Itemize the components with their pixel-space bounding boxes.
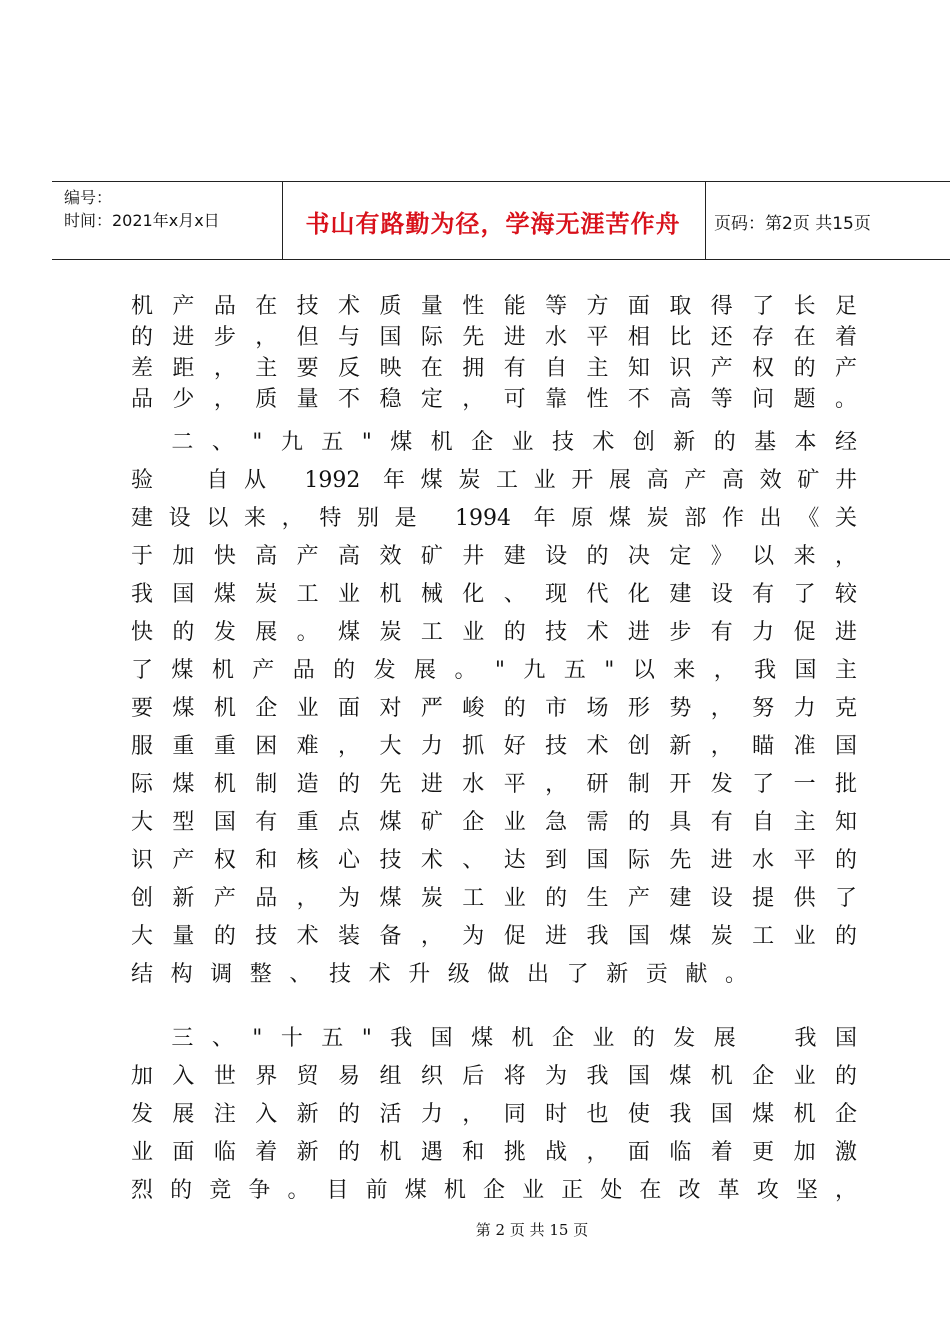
time-label: 时间：2021年x月x日 bbox=[64, 211, 220, 230]
text-line: 结构调整、技术升级做出了新贡献。 bbox=[131, 962, 765, 987]
text-line: 差距，主要反映在拥有自主知识产权的产 bbox=[131, 356, 857, 381]
text-line: 加入世界贸易组织后将为我国煤机企业的 bbox=[131, 1064, 857, 1089]
text-line: 际煤机制造的先进水平，研制开发了一批 bbox=[131, 772, 857, 797]
text-line: 三、"十五"我国煤机企业的发展 我国 bbox=[131, 1026, 857, 1051]
paragraph-2 bbox=[131, 424, 857, 994]
text-line: 大型国有重点煤矿企业急需的具有自主知 bbox=[131, 810, 857, 835]
page-footer: 第 2 页 共 15 页 bbox=[475, 1221, 589, 1239]
text-line: 了煤机产品的发展。"九五"以来，我国主 bbox=[131, 658, 857, 683]
text-line: 识产权和核心技术、达到国际先进水平的 bbox=[131, 848, 857, 873]
text-line: 于加快高产高效矿井建设的决定》以来， bbox=[131, 544, 857, 569]
text-line: 机产品在技术质量性能等方面取得了长足 bbox=[131, 294, 857, 319]
text-line: 发展注入新的活力，同时也使我国煤机企 bbox=[131, 1102, 857, 1127]
text-line: 大量的技术装备，为促进我国煤炭工业的 bbox=[131, 924, 857, 949]
text-line: 二、"九五"煤机企业技术创新的基本经 bbox=[131, 430, 857, 455]
text-line: 烈的竞争。目前煤机企业正处在改革攻坚， bbox=[131, 1178, 857, 1203]
text-line: 我国煤炭工业机械化、现代化建设有了较 bbox=[131, 582, 857, 607]
text-line: 验 自从 1992 年煤炭工业开展高产高效矿井 bbox=[131, 468, 857, 493]
text-line: 服重重困难，大力抓好技术创新，瞄准国 bbox=[131, 734, 857, 759]
text-line: 的进步，但与国际先进水平相比还存在着 bbox=[131, 325, 857, 350]
number-label: 编号： bbox=[64, 188, 113, 207]
header-motto: 书山有路勤为径，学海无涯苦作舟 bbox=[305, 210, 681, 238]
header-page-info: 页码：第2页 共15页 bbox=[714, 214, 871, 234]
text-line: 快的发展。煤炭工业的技术进步有力促进 bbox=[131, 620, 857, 645]
text-line: 创新产品，为煤炭工业的生产建设提供了 bbox=[131, 886, 857, 911]
text-line: 建设以来，特别是 1994 年原煤炭部作出《关 bbox=[131, 506, 857, 531]
text-line: 业面临着新的机遇和挑战，面临着更加激 bbox=[131, 1140, 857, 1165]
header-divider-right bbox=[705, 182, 706, 259]
text-line: 品少，质量不稳定，可靠性不高等问题。 bbox=[131, 387, 857, 412]
page-header bbox=[52, 181, 950, 260]
header-meta bbox=[64, 186, 220, 232]
paragraph-3 bbox=[131, 1020, 857, 1210]
text-line: 要煤机企业面对严峻的市场形势，努力克 bbox=[131, 696, 857, 721]
paragraph-1 bbox=[131, 291, 857, 415]
